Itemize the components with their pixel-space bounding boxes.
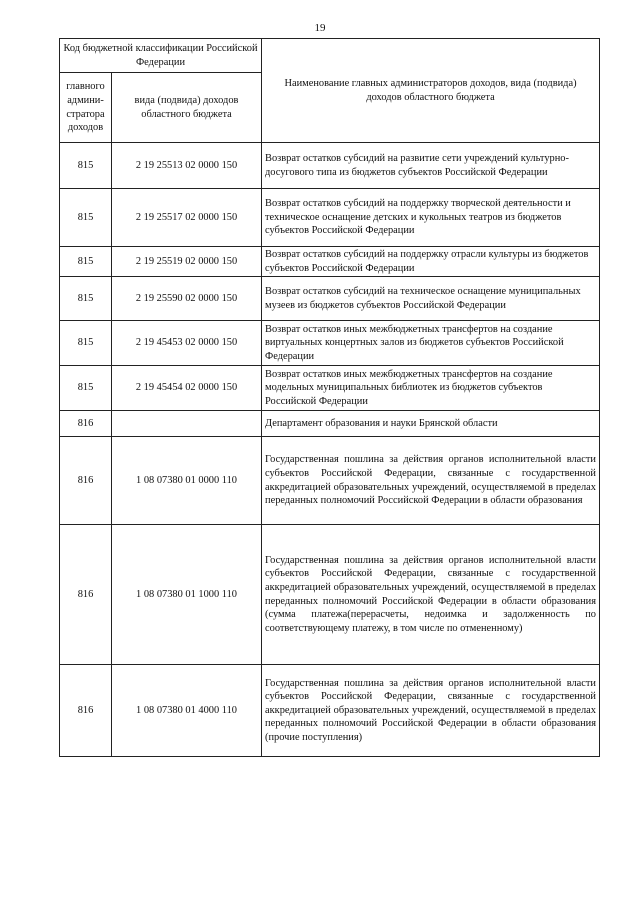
admin-code: 816: [60, 525, 112, 665]
income-code: [112, 411, 262, 437]
table-row: [60, 437, 600, 525]
income-code: 2 19 25590 02 0000 150: [112, 277, 262, 321]
admin-code: 815: [60, 247, 112, 277]
admin-code: 816: [60, 411, 112, 437]
admin-code: 816: [60, 437, 112, 525]
income-name: Государственная пошлина за действия органов исполнительной власти субъектов Российской Федерации, связанные с государственной аккредитацией образовательных учреждений, осуществляемой в пределах переданных полномочий Российской Федерации в области образования (прочие поступления): [262, 665, 600, 757]
income-name: Возврат остатков субсидий на развитие сети учреждений культурно-досугового типа из бюджетов субъектов Российской Федерации: [262, 143, 600, 189]
admin-code: 815: [60, 366, 112, 411]
income-name: Возврат остатков субсидий на техническое оснащение муниципальных музеев из бюджетов субъектов Российской Федерации: [262, 277, 600, 321]
table-row: [60, 665, 600, 757]
income-name: Возврат остатков субсидий на поддержку творческой деятельности и техническое оснащение детских и кукольных театров из бюджетов субъектов Российской Федерации: [262, 189, 600, 247]
header-col-admin: главного админи- стратора доходов: [60, 73, 112, 143]
table-row: [60, 277, 600, 321]
admin-code: 815: [60, 277, 112, 321]
income-code: 1 08 07380 01 4000 110: [112, 665, 262, 757]
table-row: [60, 143, 600, 189]
income-code: 2 19 25517 02 0000 150: [112, 189, 262, 247]
table-row: [60, 525, 600, 665]
table-row: [60, 366, 600, 411]
income-code: 2 19 25519 02 0000 150: [112, 247, 262, 277]
table-row: [60, 321, 600, 366]
income-code: 1 08 07380 01 0000 110: [112, 437, 262, 525]
header-col-type: вида (подвида) доходов областного бюджета: [112, 73, 262, 143]
admin-code: 815: [60, 321, 112, 366]
admin-code: 815: [60, 143, 112, 189]
income-code: 2 19 45454 02 0000 150: [112, 366, 262, 411]
header-group-title: Код бюджетной классификации Российской Федерации: [60, 39, 262, 73]
income-code: 1 08 07380 01 1000 110: [112, 525, 262, 665]
table-row-department: [60, 411, 600, 437]
income-code: 2 19 25513 02 0000 150: [112, 143, 262, 189]
budget-classification-table: [59, 38, 600, 757]
income-name: Государственная пошлина за действия органов исполнительной власти субъектов Российской Федерации, связанные с государственной аккредитацией образовательных учреждений, осуществляемой в пределах переданных полномочий Российской Федерации в области образования: [262, 437, 600, 525]
table-row: [60, 189, 600, 247]
income-name: Государственная пошлина за действия органов исполнительной власти субъектов Российской Федерации, связанные с государственной аккредитацией образовательных учреждений, осуществляемой в пределах переданных полномочий Российской Федерации в области образования (сумма платежа(перерасчеты, недоимка и задолженность по соответствующему платежу, в том числе по отмененному): [262, 525, 600, 665]
page-number: 19: [314, 22, 326, 34]
income-name: Возврат остатков субсидий на поддержку отрасли культуры из бюджетов субъектов Российской Федерации: [262, 247, 600, 277]
income-code: 2 19 45453 02 0000 150: [112, 321, 262, 366]
admin-code: 815: [60, 189, 112, 247]
department-name: Департамент образования и науки Брянской области: [262, 411, 600, 437]
table-row: [60, 247, 600, 277]
admin-code: 816: [60, 665, 112, 757]
header-col-name: Наименование главных администраторов доходов, вида (подвида) доходов областного бюджета: [262, 39, 600, 143]
income-name: Возврат остатков иных межбюджетных трансфертов на создание виртуальных концертных залов из бюджетов субъектов Российской Федерации: [262, 321, 600, 366]
income-name: Возврат остатков иных межбюджетных трансфертов на создание модельных муниципальных библиотек из бюджетов субъектов Российской Федерации: [262, 366, 600, 411]
